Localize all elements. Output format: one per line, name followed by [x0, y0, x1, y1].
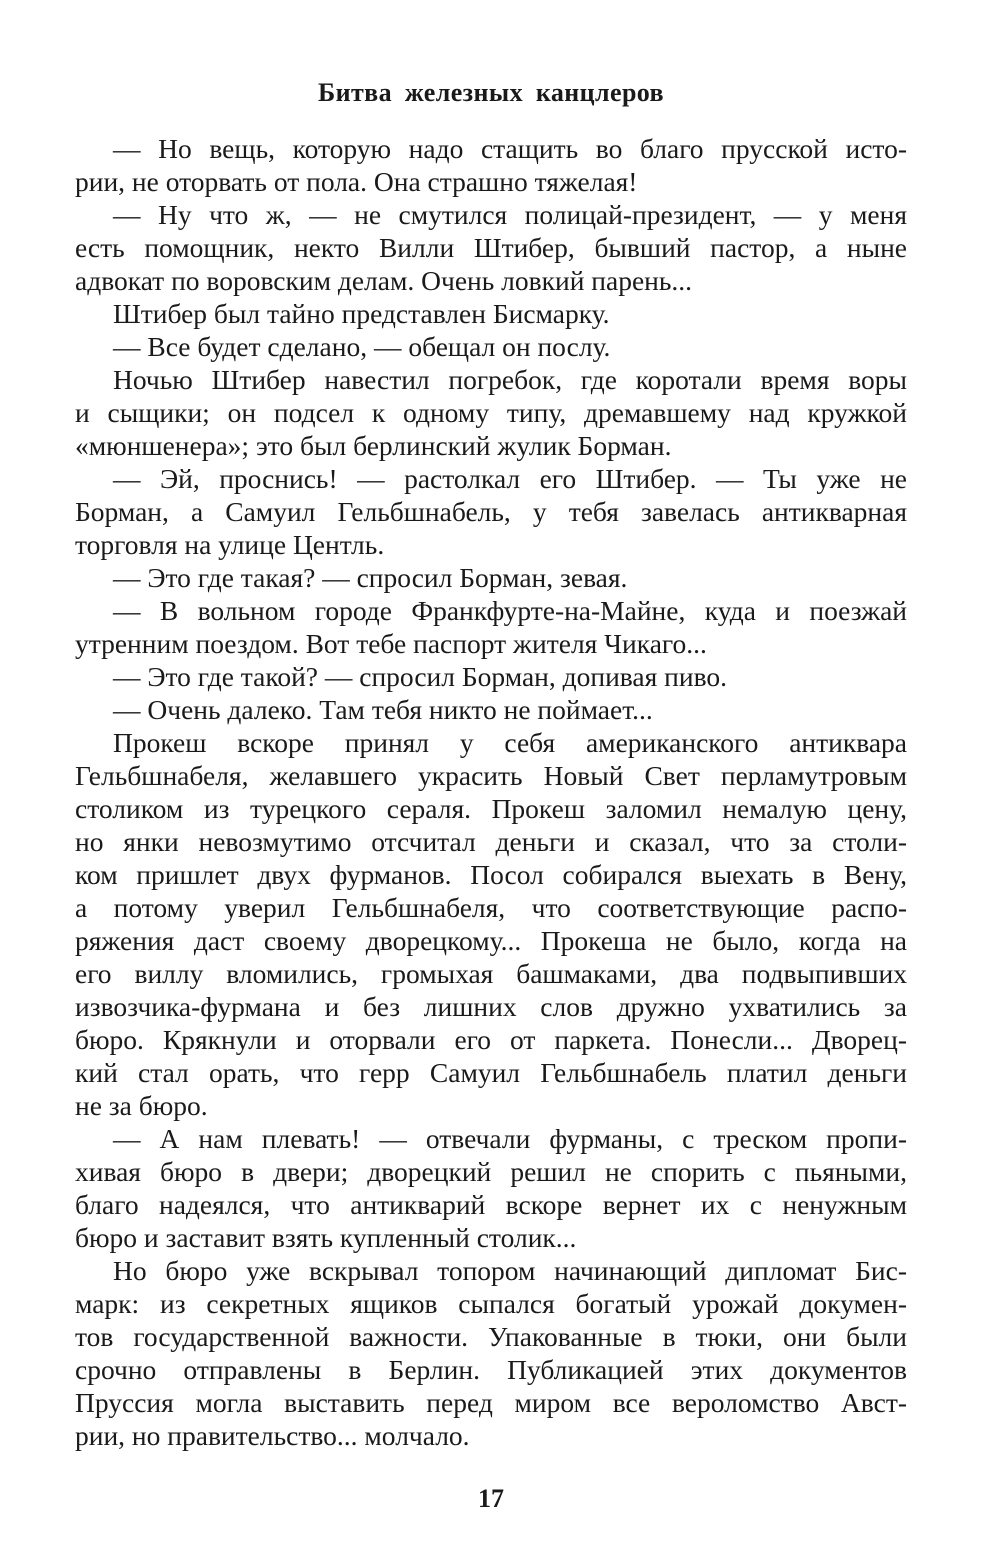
- text-line: не за бюро.: [75, 1090, 208, 1121]
- running-head: Битва железных канцлеров: [317, 78, 665, 107]
- text-line: Гельбшнабеля, желавшего украсить Новый Свет перламутровым: [75, 760, 907, 791]
- text-line: столиком из турецкого сераля. Прокеш заломил немалую цену,: [75, 793, 907, 824]
- text-line: ряжения даст своему дворецкому... Прокеша не было, когда на: [75, 925, 907, 956]
- text-line: Пруссия могла выставить перед миром все вероломство Авст-: [75, 1387, 907, 1418]
- text-line: — Все будет сделано, — обещал он послу.: [113, 331, 611, 362]
- text-line: — Это где такая? — спросил Борман, зевая.: [113, 562, 628, 593]
- text-line: — Эй, проснись! — растолкал его Штибер. — Ты уже не: [113, 463, 907, 494]
- text-line: марк: из секретных ящиков сыпался богатый урожай докумен-: [75, 1288, 907, 1319]
- text-line: тов государственной важности. Упакованные в тюки, они были: [75, 1321, 907, 1352]
- text-line: Ночью Штибер навестил погребок, где коротали время воры: [113, 364, 907, 395]
- text-line: «мюншенера»; это был берлинский жулик Борман.: [75, 430, 672, 461]
- text-line: — Это где такой? — спросил Борман, допивая пиво.: [113, 661, 728, 692]
- text-line: — А нам плевать! — отвечали фурманы, с треском пропи-: [113, 1123, 907, 1154]
- text-line: Штибер был тайно представлен Бисмарку.: [113, 298, 610, 329]
- text-line: рии, но правительство... молчало.: [75, 1420, 470, 1451]
- text-line: Но бюро уже вскрывал топором начинающий дипломат Бис-: [113, 1255, 907, 1286]
- text-line: — В вольном городе Франкфурте-на-Майне, куда и поезжай: [113, 595, 907, 626]
- text-line: бюро и заставит взять купленный столик...: [75, 1222, 577, 1253]
- body-text: [75, 132, 907, 1452]
- text-line: а потому уверил Гельбшнабеля, что соответствующие распо-: [75, 892, 907, 923]
- text-line: извозчика-фурмана и без лишних слов дружно ухватились за: [75, 991, 907, 1022]
- text-line: рии, не оторвать от пола. Она страшно тяжелая!: [75, 166, 638, 197]
- text-line: — Ну что ж, — не смутился полицай-президент, — у меня: [113, 199, 907, 230]
- text-line: утренним поездом. Вот тебе паспорт жителя Чикаго...: [75, 628, 707, 659]
- text-line: ком пришлет двух фурманов. Посол собирался выехать в Вену,: [75, 859, 907, 890]
- text-line: торговля на улице Центль.: [75, 529, 385, 560]
- book-page: [75, 0, 907, 1546]
- text-line: срочно отправлены в Берлин. Публикацией этих документов: [75, 1354, 907, 1385]
- text-line: адвокат по воровским делам. Очень ловкий парень...: [75, 265, 693, 296]
- text-line: кий стал орать, что герр Самуил Гельбшнабель платил деньги: [75, 1057, 907, 1088]
- text-line: но янки невозмутимо отсчитал деньги и сказал, что за столи-: [75, 826, 907, 857]
- text-line: хивая бюро в двери; дворецкий решил не спорить с пьяными,: [75, 1156, 907, 1187]
- text-line: есть помощник, некто Вилли Штибер, бывший пастор, а ныне: [75, 232, 907, 263]
- text-line: Борман, а Самуил Гельбшнабель, у тебя завелась антикварная: [75, 496, 907, 527]
- text-line: и сыщики; он подсел к одному типу, дремавшему над кружкой: [75, 397, 907, 428]
- text-line: бюро. Крякнули и оторвали его от паркета. Понесли... Дворец-: [75, 1024, 907, 1055]
- text-line: — Очень далеко. Там тебя никто не поймает...: [113, 694, 653, 725]
- page-number: 17: [478, 1484, 504, 1513]
- text-line: благо надеялся, что антикварий вскоре вернет их с ненужным: [75, 1189, 907, 1220]
- text-line: его виллу вломились, громыхая башмаками, два подвыпивших: [75, 958, 907, 989]
- text-line: — Но вещь, которую надо стащить во благо прусской исто-: [113, 133, 907, 164]
- text-line: Прокеш вскоре принял у себя американского антиквара: [113, 727, 907, 758]
